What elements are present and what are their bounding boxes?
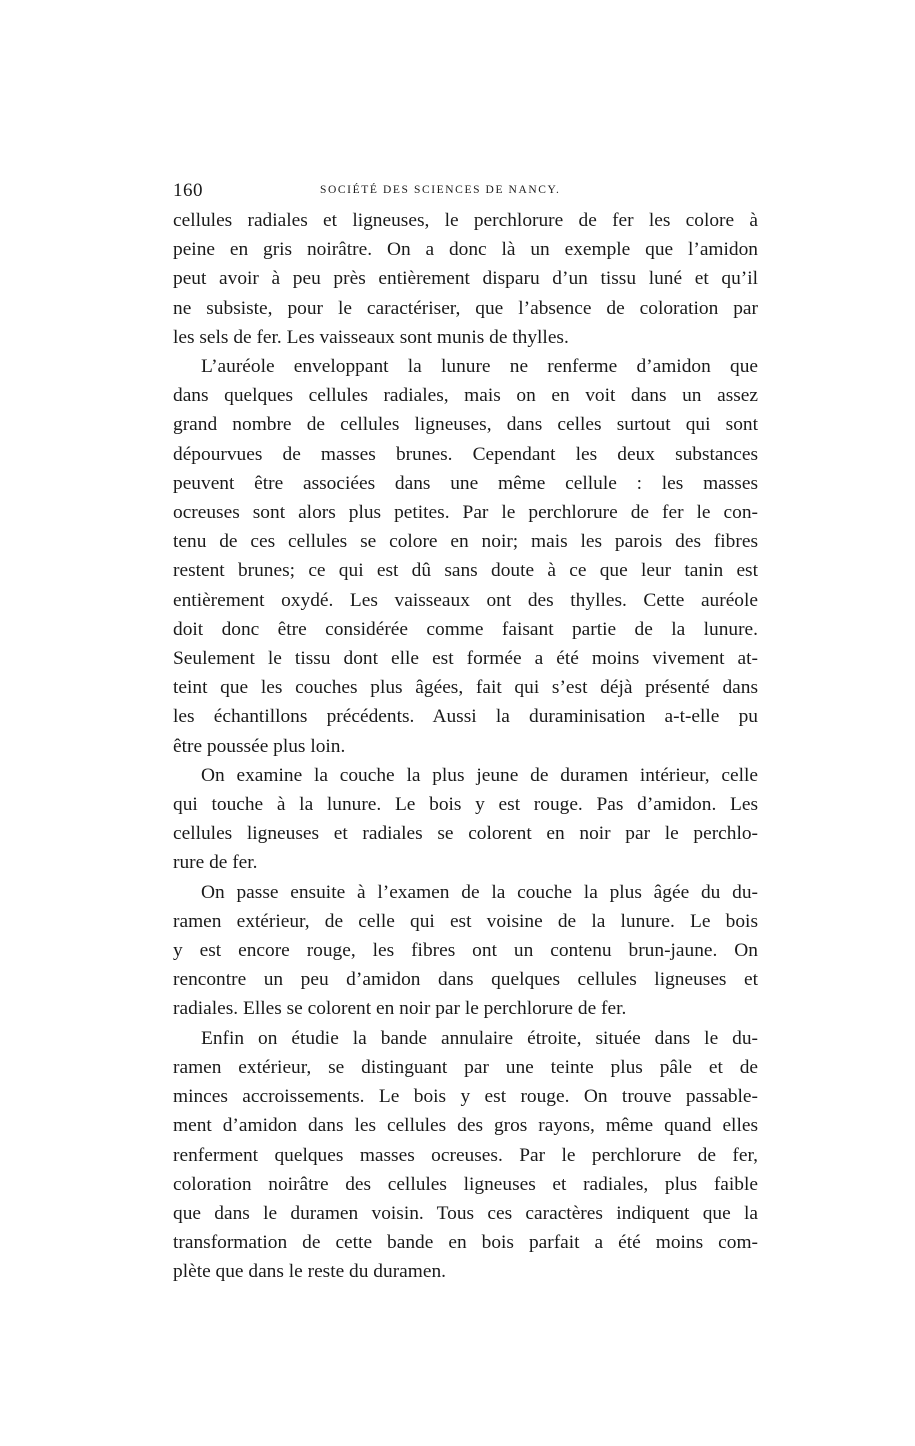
- book-page: [173, 180, 758, 1287]
- text-line: dans quelques cellules radiales, mais on en voit dans un assez: [173, 385, 758, 407]
- text-line: les sels de fer. Les vaisseaux sont munis de thylles.: [173, 326, 569, 348]
- text-line: coloration noirâtre des cellules ligneuses et radiales, plus faible: [173, 1173, 758, 1195]
- body-text: [173, 206, 758, 1287]
- page-number: 160: [173, 180, 203, 201]
- paragraph-5: [173, 1024, 758, 1287]
- text-line: rure de fer.: [173, 852, 258, 874]
- text-line: teint que les couches plus âgées, fait qui s’est déjà présenté dans: [173, 677, 758, 699]
- text-line: transformation de cette bande en bois parfait a été moins com-: [173, 1232, 758, 1254]
- text-line: Seulement le tissu dont elle est formée a été moins vivement at-: [173, 648, 758, 670]
- text-line: ramen extérieur, se distinguant par une teinte plus pâle et de: [173, 1056, 758, 1078]
- text-line: y est encore rouge, les fibres ont un contenu brun-jaune. On: [173, 940, 758, 962]
- paragraph-2: [173, 352, 758, 761]
- text-line: radiales. Elles se colorent en noir par le perchlorure de fer.: [173, 998, 627, 1020]
- text-line: ment d’amidon dans les cellules des gros rayons, même quand elles: [173, 1115, 758, 1137]
- text-line: cellules radiales et ligneuses, le perchlorure de fer les colore à: [173, 210, 758, 231]
- text-line: être poussée plus loin.: [173, 735, 346, 757]
- text-line: les échantillons précédents. Aussi la duraminisation a-t-elle pu: [173, 706, 758, 728]
- text-line: ocreuses sont alors plus petites. Par le perchlorure de fer le con-: [173, 502, 758, 524]
- text-line: peuvent être associées dans une même cellule : les masses: [173, 472, 758, 494]
- paragraph-1: [173, 206, 758, 352]
- text-line: L’auréole enveloppant la lunure ne renferme d’amidon que: [201, 356, 758, 378]
- text-line: dépourvues de masses brunes. Cependant les deux substances: [173, 443, 758, 465]
- text-line: ne subsiste, pour le caractériser, que l’absence de coloration par: [173, 297, 758, 319]
- text-line: Enfin on étudie la bande annulaire étroite, située dans le du-: [201, 1027, 758, 1049]
- text-line: peut avoir à peu près entièrement disparu d’un tissu luné et qu’il: [173, 268, 758, 290]
- text-line: renferment quelques masses ocreuses. Par le perchlorure de fer,: [173, 1144, 758, 1166]
- text-line: que dans le duramen voisin. Tous ces caractères indiquent que la: [173, 1202, 758, 1224]
- text-line: tenu de ces cellules se colore en noir; mais les parois des fibres: [173, 531, 758, 553]
- text-line: On examine la couche la plus jeune de duramen intérieur, celle: [201, 764, 758, 786]
- text-line: plète que dans le reste du duramen.: [173, 1261, 446, 1283]
- text-line: entièrement oxydé. Les vaisseaux ont des thylles. Cette auréole: [173, 589, 758, 611]
- running-head: [173, 180, 758, 204]
- paragraph-4: [173, 878, 758, 1024]
- text-line: rencontre un peu d’amidon dans quelques cellules ligneuses et: [173, 969, 758, 991]
- text-line: cellules ligneuses et radiales se colorent en noir par le perchlo-: [173, 823, 758, 845]
- text-line: restent brunes; ce qui est dû sans doute à ce que leur tanin est: [173, 560, 758, 582]
- text-line: ramen extérieur, de celle qui est voisine de la lunure. Le bois: [173, 910, 758, 932]
- text-line: doit donc être considérée comme faisant partie de la lunure.: [173, 618, 758, 640]
- text-line: On passe ensuite à l’examen de la couche la plus âgée du du-: [201, 881, 758, 903]
- text-line: minces accroissements. Le bois y est rouge. On trouve passable-: [173, 1086, 758, 1108]
- journal-title: SOCIÉTÉ DES SCIENCES DE NANCY.: [320, 184, 561, 196]
- text-line: qui touche à la lunure. Le bois y est rouge. Pas d’amidon. Les: [173, 794, 758, 816]
- paragraph-3: [173, 761, 758, 878]
- text-line: peine en gris noirâtre. On a donc là un exemple que l’amidon: [173, 239, 758, 261]
- text-line: grand nombre de cellules ligneuses, dans celles surtout qui sont: [173, 414, 758, 436]
